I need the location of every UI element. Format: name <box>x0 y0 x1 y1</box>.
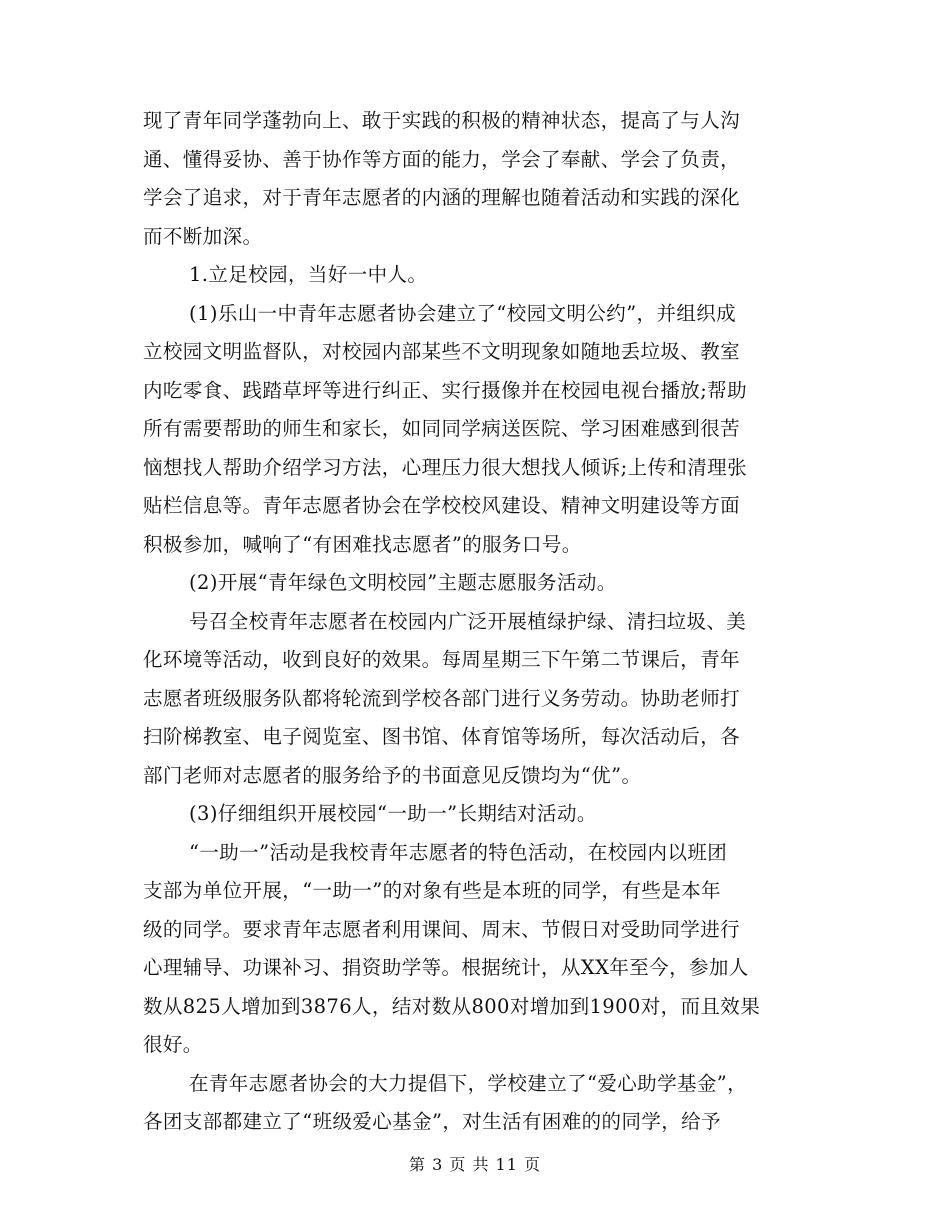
text-line: 内吃零食、践踏草坪等进行纠正、实行摄像并在校园电视台播放;帮助 <box>143 378 747 402</box>
text-line: 支部为单位开展，“一助一”的对象有些是本班的同学，有些是本年 <box>143 879 721 902</box>
text-line: 号召全校青年志愿者在校园内广泛开展植绿护绿、清扫垃圾、美 <box>189 609 747 633</box>
text-line: 学会了追求，对于青年志愿者的内涵的理解也随着活动和实践的深化 <box>143 186 741 209</box>
text-line: 在青年志愿者协会的大力提倡下，学校建立了“爱心助学基金”， <box>189 1071 748 1095</box>
text-line: “一助一”活动是我校青年志愿者的特色活动，在校园内以班团 <box>189 840 728 864</box>
text-line: 心理辅导、功课补习、捐资助学等。根据统计，从XX年至今，参加人 <box>143 956 749 979</box>
text-line: (3)仔细组织开展校园“一助一”长期结对活动。 <box>189 802 597 825</box>
text-line: 化环境等活动，收到良好的效果。每周星期三下午第二节课后，青年 <box>143 648 741 671</box>
text-line: 志愿者班级服务队都将轮流到学校各部门进行义务劳动。协助老师打 <box>143 686 741 710</box>
text-line: 很好。 <box>143 1033 203 1056</box>
text-line: 数从825人增加到3876人，结对数从800对增加到1900对，而且效果 <box>143 994 761 1018</box>
text-line: 贴栏信息等。青年志愿者协会在学校校风建设、精神文明建设等方面 <box>143 494 741 517</box>
text-line: 立校园文明监督队，对校园内部某些不文明现象如随地丢垃圾、教室 <box>143 340 741 363</box>
text-line: 现了青年同学蓬勃向上、敢于实践的积极的精神状态，提高了与人沟 <box>143 109 741 132</box>
text-line: 通、懂得妥协、善于协作等方面的能力，学会了奉献、学会了负责， <box>143 147 741 171</box>
text-line: 级的同学。要求青年志愿者利用课间、周末、节假日对受助同学进行 <box>143 917 741 941</box>
text-line: 积极参加，喊响了“有困难找志愿者”的服务口号。 <box>143 532 582 556</box>
text-line: (2)开展“青年绿色文明校园”主题志愿服务活动。 <box>189 571 617 594</box>
text-line: 所有需要帮助的师生和家长，如同同学病送医院、学习困难感到很苦 <box>143 417 741 440</box>
text-line: 扫阶梯教室、电子阅览室、图书馆、体育馆等场所，每次活动后，各 <box>143 725 741 748</box>
text-line: 各团支部都建立了“班级爱心基金”，对生活有困难的的同学，给予 <box>143 1110 721 1133</box>
text-line: (1)乐山一中青年志愿者协会建立了“校园文明公约”，并组织成 <box>189 301 737 325</box>
document-body <box>143 102 808 1142</box>
text-line: 部门老师对志愿者的服务给予的书面意见反馈均为“优”。 <box>143 763 642 787</box>
text-line: 1.立足校园，当好一中人。 <box>189 263 428 286</box>
text-line: 恼想找人帮助介绍学习方法，心理压力很大想找人倾诉;上传和清理张 <box>143 455 747 479</box>
page-number-footer: 第 3 页 共 11 页 <box>409 1155 541 1174</box>
text-line: 而不断加深。 <box>143 224 263 248</box>
